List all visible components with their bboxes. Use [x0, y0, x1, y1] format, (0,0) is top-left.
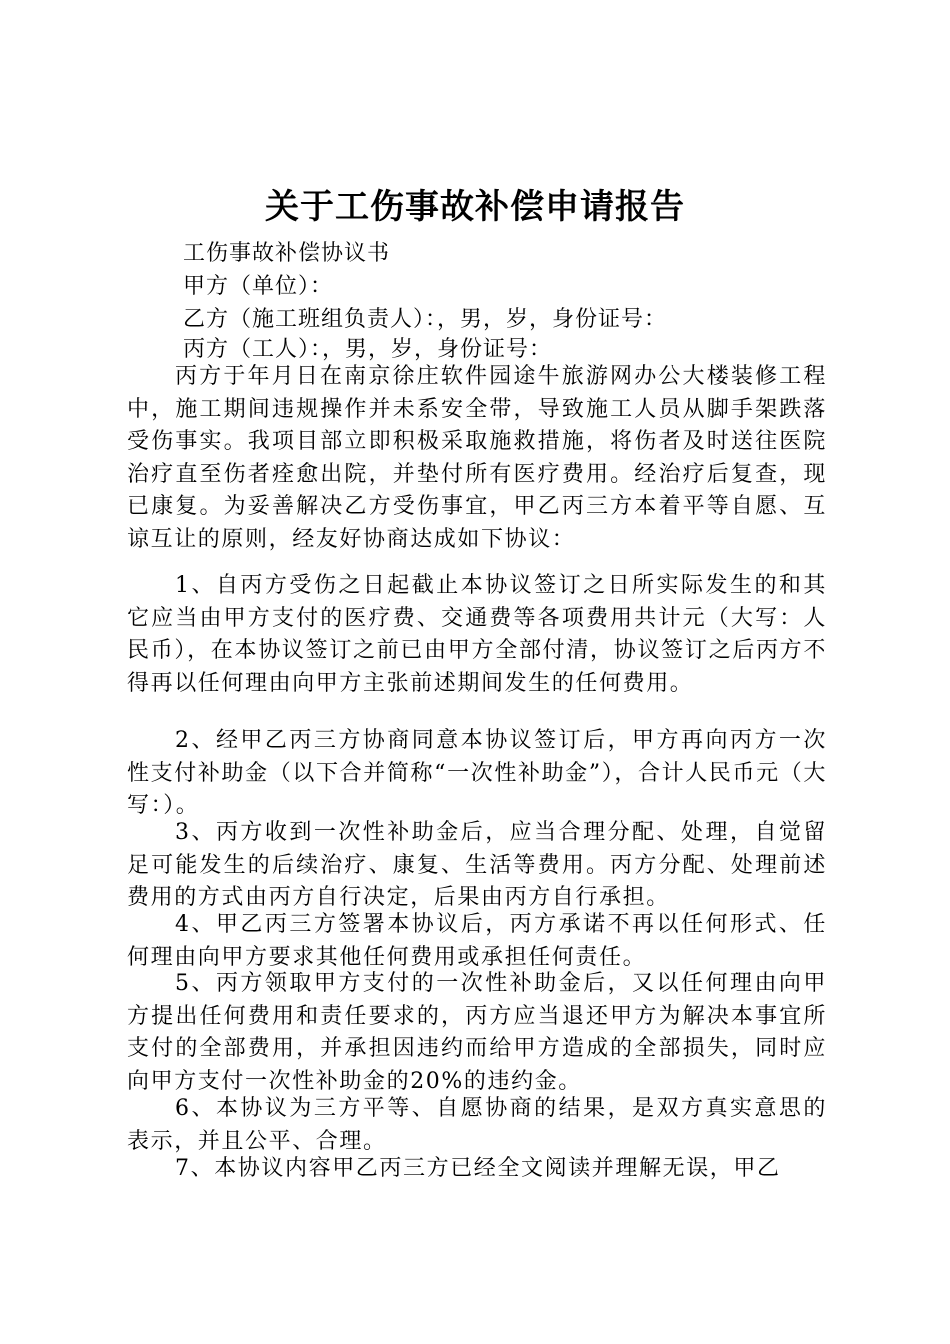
clause-2-paragraph: 2、经甲乙丙三方协商同意本协议签订后，甲方再向丙方一次性支付补助金（以下合并简称“一次性补助金”），合计人民币元（大写：）。: [127, 728, 827, 819]
intro-paragraph: 丙方于年月日在南京徐庄软件园途牛旅游网办公大楼装修工程中，施工期间违规操作并未系安全带，导致施工人员从脚手架跌落受伤事实。我项目部立即积极采取施救措施，将伤者及时送往医院治疗直至伤者痊愈出院，并垫付所有医疗费用。经治疗后复查，现已康复。为妥善解决乙方受伤事宜，甲乙丙三方本着平等自愿、互谅互让的原则，经友好协商达成如下协议：: [127, 364, 827, 552]
clause-1-paragraph: 1、自丙方受伤之日起截止本协议签订之日所实际发生的和其它应当由甲方支付的医疗费、交通费等各项费用共计元（大写：人民币），在本协议签订之前已由甲方全部付清，协议签订之后丙方不得再以任何理由向甲方主张前述期间发生的任何费用。: [127, 573, 827, 696]
document-title: 关于工伤事故补偿申请报告: [265, 187, 685, 227]
party-a-line: 甲方（单位）：: [183, 274, 334, 299]
clause-7-paragraph: 7、本协议内容甲乙丙三方已经全文阅读并理解无误，甲乙: [175, 1156, 781, 1181]
agreement-heading: 工伤事故补偿协议书: [183, 241, 391, 266]
clause-6-paragraph: 6、本协议为三方平等、自愿协商的结果，是双方真实意思的表示，并且公平、合理。: [127, 1096, 827, 1154]
clause-5-paragraph: 5、丙方领取甲方支付的一次性补助金后，又以任何理由向甲方提出任何费用和责任要求的，丙方应当退还甲方为解决本事宜所支付的全部费用，并承担因违约而给甲方造成的全部损失，同时应向甲方支付一次性补助金的20%的违约金。: [127, 971, 827, 1094]
party-c-line: 丙方（工人）：，男，岁，身份证号：: [183, 337, 553, 362]
clause-4-paragraph: 4、甲乙丙三方签署本协议后，丙方承诺不再以任何形式、任何理由向甲方要求其他任何费用或承担任何责任。: [127, 912, 827, 970]
clause-3-paragraph: 3、丙方收到一次性补助金后，应当合理分配、处理，自觉留足可能发生的后续治疗、康复、生活等费用。丙方分配、处理前述费用的方式由丙方自行决定，后果由丙方自行承担。: [127, 820, 827, 911]
party-b-line: 乙方（施工班组负责人）：，男，岁，身份证号：: [183, 307, 668, 332]
